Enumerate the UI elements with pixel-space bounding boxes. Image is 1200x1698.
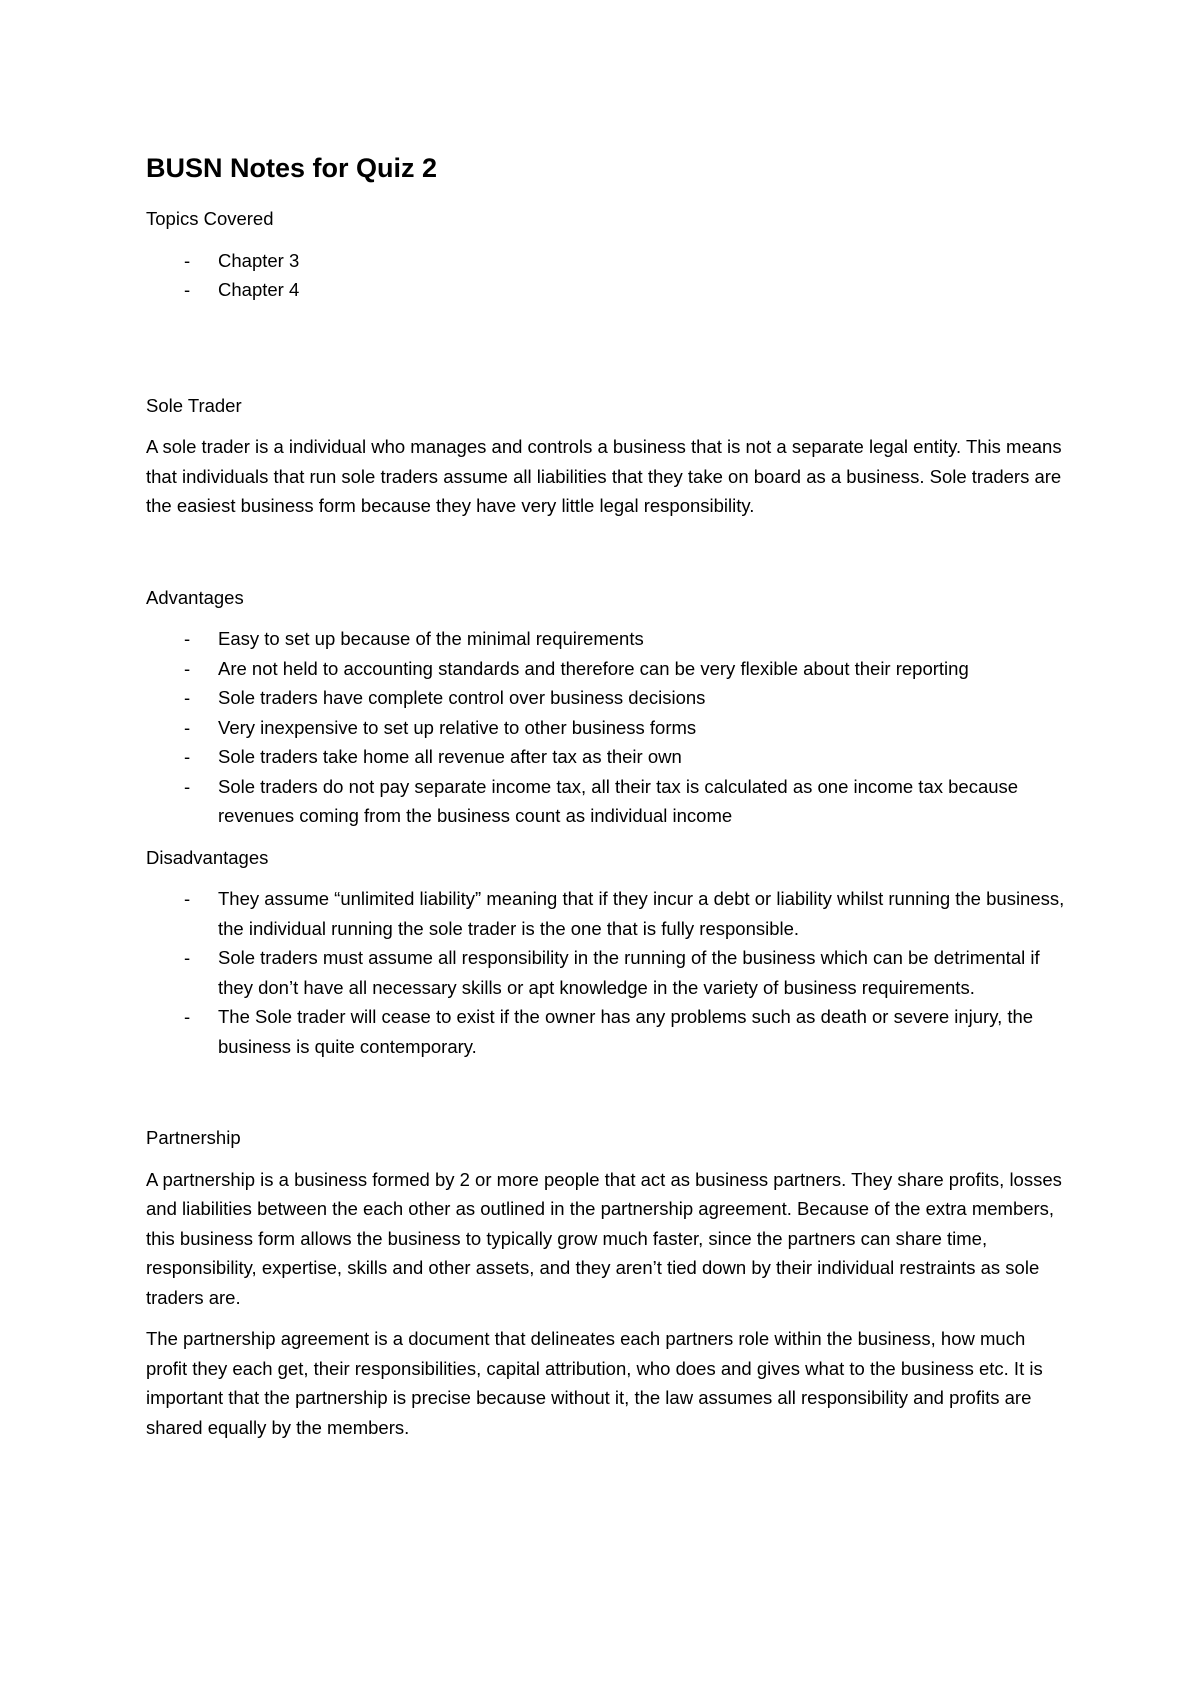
sole-trader-heading: Sole Trader <box>146 394 242 416</box>
disadvantage-item: - They assume “unlimited liability” meaning that if they incur a debt or liability whilst running the business, the individual running the sole trader is the one that is fully responsible. <box>146 884 1066 943</box>
dash-bullet: - <box>184 687 191 708</box>
topic-item: - Chapter 4 <box>146 275 1066 305</box>
disadvantage-item: - Sole traders must assume all responsibility in the running of the business which can be detrimental if they don’t have all necessary skills or apt knowledge in the variety of business requirements. <box>146 943 1066 1002</box>
dash-bullet: - <box>184 279 191 300</box>
sole-trader-paragraph: A sole trader is a individual who manages and controls a business that is not a separate legal entity. This means that individuals that run sole traders assume all liabilities that they take on board as a business. Sole traders are the easiest business form because they have very little legal responsibility. <box>146 436 1062 516</box>
advantage-item: - Are not held to accounting standards and therefore can be very flexible about their reporting <box>146 654 1066 684</box>
dash-bullet: - <box>184 716 191 738</box>
topics-list <box>146 246 1066 305</box>
dash-bullet: - <box>184 775 191 797</box>
advantage-item: - Sole traders do not pay separate income tax, all their tax is calculated as one income tax because revenues coming from the business count as individual income <box>146 772 1066 831</box>
advantage-item: - Very inexpensive to set up relative to other business forms <box>146 713 1066 743</box>
dash-bullet: - <box>184 947 191 968</box>
advantages-list <box>146 624 1066 831</box>
dash-bullet: - <box>184 628 191 649</box>
dash-bullet: - <box>184 746 191 767</box>
topics-heading: Topics Covered <box>146 208 274 229</box>
dash-bullet: - <box>184 888 191 909</box>
advantage-item: - Sole traders take home all revenue after tax as their own <box>146 742 1066 772</box>
topic-item: - Chapter 3 <box>146 246 1066 276</box>
dash-bullet: - <box>184 249 191 271</box>
partnership-paragraph-1: A partnership is a business formed by 2 or more people that act as business partners. They share profits, losses and liabilities between the each other as outlined in the partnership agreement. Because of the extra members, this business form allows the business to typically grow much faster, since the partners can share time, responsibility, expertise, skills and other assets, and they aren’t tied down by their individual restraints as sole traders are. <box>146 1168 1062 1308</box>
document-page <box>146 150 1066 1442</box>
dash-bullet: - <box>184 657 191 679</box>
dash-bullet: - <box>184 1006 191 1027</box>
document-title: BUSN Notes for Quiz 2 <box>146 153 438 183</box>
advantage-item: - Easy to set up because of the minimal requirements <box>146 624 1066 654</box>
disadvantages-heading: Disadvantages <box>146 846 269 868</box>
advantage-item: - Sole traders have complete control over business decisions <box>146 683 1066 713</box>
partnership-paragraph-2: The partnership agreement is a document that delineates each partners role within the business, how much profit they each get, their responsibilities, capital attribution, who does and gives what to the business etc. It is important that the partnership is precise because without it, the law assumes all responsibility and profits are shared equally by the members. <box>146 1328 1043 1438</box>
disadvantages-list <box>146 884 1066 1061</box>
disadvantage-item: - The Sole trader will cease to exist if the owner has any problems such as death or severe injury, the business is quite contemporary. <box>146 1002 1066 1061</box>
advantages-heading: Advantages <box>146 586 244 608</box>
partnership-heading: Partnership <box>146 1127 241 1148</box>
